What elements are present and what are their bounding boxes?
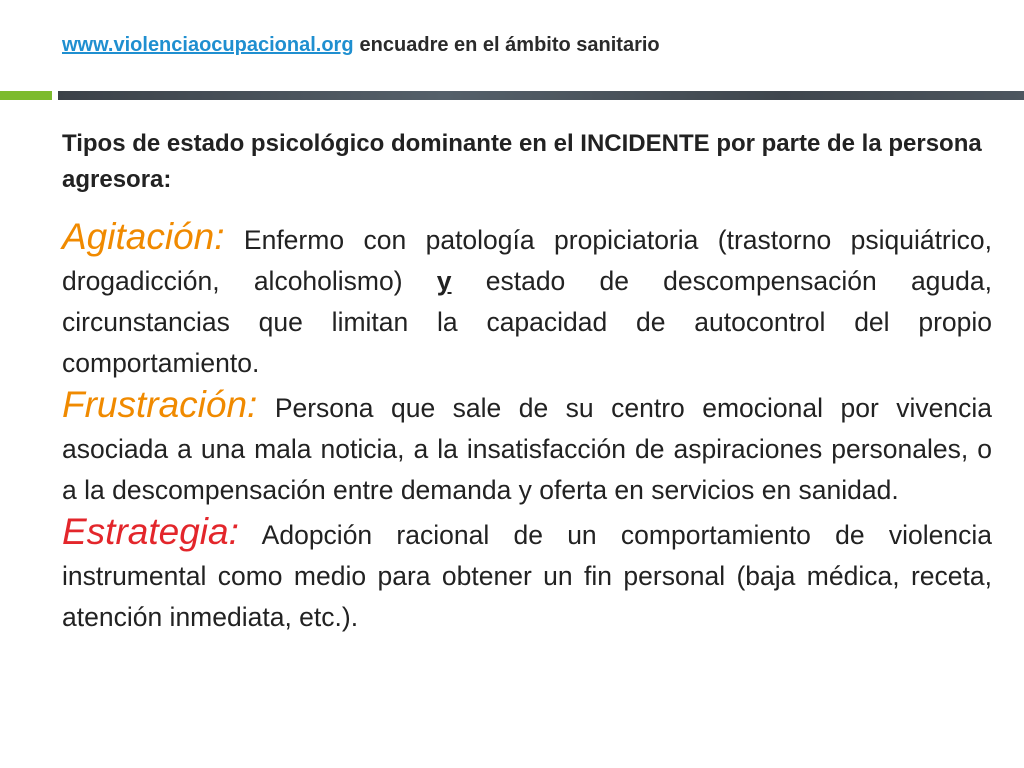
agitacion-emphasis: y (436, 266, 452, 296)
agitacion-text-before: Enfermo con patología propiciatoria (trastorno psiquiátrico, drogadicción, alcoholismo) (62, 225, 992, 296)
item-frustracion (62, 384, 992, 511)
term-agitacion: Agitación: (62, 216, 225, 257)
frustracion-text: Persona que sale de su centro emocional por vivencia asociada a una mala noticia, a la insatisfacción de aspiraciones personales, o a la descompensación entre demanda y oferta en servicios en sanidad. (62, 393, 992, 505)
header-subtitle: encuadre en el ámbito sanitario (359, 34, 660, 56)
item-estrategia (62, 511, 992, 638)
item-agitacion (62, 216, 992, 384)
accent-bar-green (0, 91, 52, 100)
slide-content (62, 126, 992, 638)
slide-header (62, 34, 660, 57)
website-link[interactable]: www.violenciaocupacional.org (62, 34, 354, 56)
slide-title: Tipos de estado psicológico dominante en el INCIDENTE por parte de la persona agresora: (62, 130, 982, 193)
agitacion-text-after: estado de descompensación aguda, circunstancias que limitan la capacidad de autocontrol del propio comportamiento. (62, 266, 992, 378)
accent-bar-dark (58, 91, 1024, 100)
term-estrategia: Estrategia: (62, 511, 239, 552)
term-frustracion: Frustración: (62, 384, 258, 425)
estrategia-text: Adopción racional de un comportamiento de violencia instrumental como medio para obtener un fin personal (baja médica, receta, atención inmediata, etc.). (62, 520, 993, 632)
